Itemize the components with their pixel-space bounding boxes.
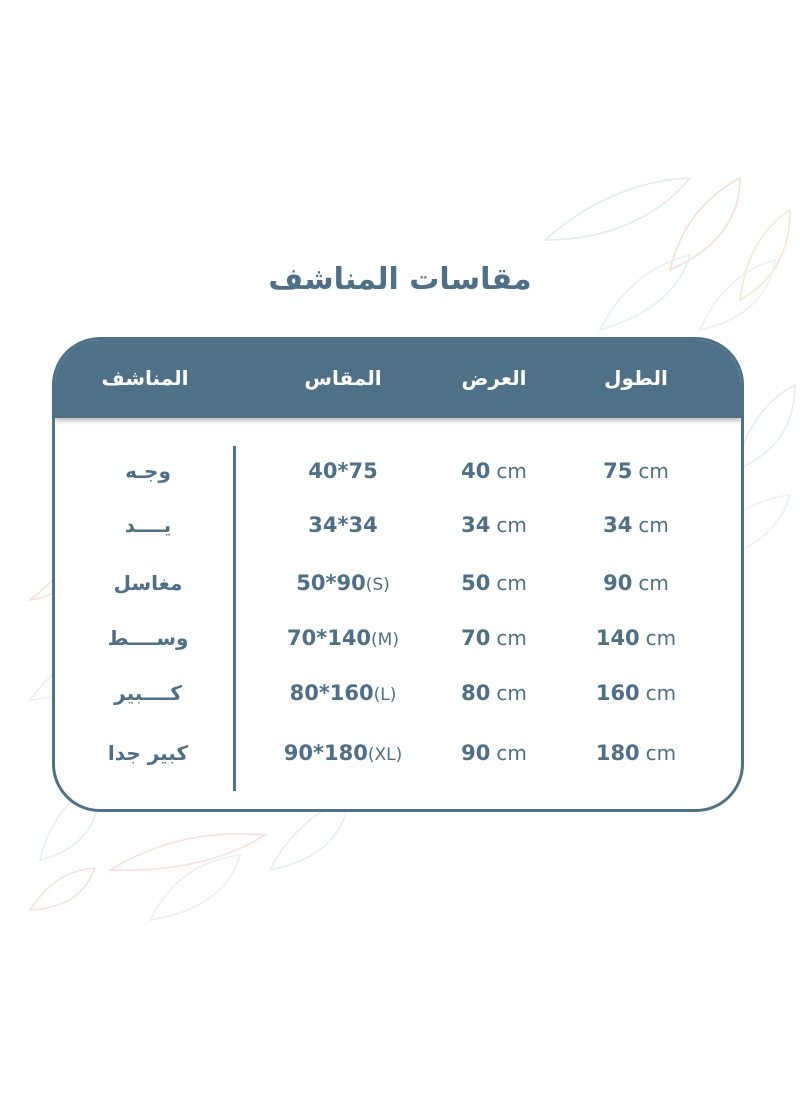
size-label: (XL) — [367, 745, 403, 765]
length-unit: cm — [645, 681, 677, 705]
size-table — [52, 337, 744, 812]
towel-name: مغاسل — [113, 571, 183, 595]
width-unit: cm — [496, 513, 527, 537]
width-cell — [409, 571, 579, 595]
width-unit: cm — [496, 459, 527, 483]
size-cell — [258, 626, 428, 650]
width-value: 34 — [461, 513, 491, 537]
width-unit: cm — [496, 626, 527, 650]
header-towels: المناشف — [101, 366, 189, 390]
size-label: (M) — [371, 630, 399, 650]
table-header — [55, 340, 741, 418]
width-cell — [409, 626, 579, 650]
width-cell — [409, 459, 579, 483]
header-size: المقاس — [304, 366, 382, 390]
size-value: 80*160 — [289, 681, 374, 705]
size-cell — [258, 513, 428, 537]
towel-name: وســــط — [107, 626, 189, 650]
header-width: العرض — [461, 366, 527, 390]
towel-name: كــــبير — [114, 681, 182, 705]
length-unit: cm — [645, 626, 677, 650]
width-value: 80 — [461, 681, 491, 705]
width-unit: cm — [496, 571, 527, 595]
length-value: 90 — [603, 571, 633, 595]
width-value: 90 — [461, 741, 491, 765]
width-unit: cm — [496, 741, 527, 765]
length-value: 140 — [595, 626, 640, 650]
length-unit: cm — [638, 571, 669, 595]
page-title: مقاسات المناشف — [268, 262, 532, 297]
length-unit: cm — [638, 513, 669, 537]
length-value: 75 — [603, 459, 633, 483]
length-value: 34 — [603, 513, 633, 537]
width-value: 70 — [461, 626, 491, 650]
size-value: 70*140 — [287, 626, 372, 650]
length-unit: cm — [638, 459, 669, 483]
width-unit: cm — [496, 681, 527, 705]
towel-name: كبير جدا — [107, 741, 189, 765]
size-cell — [258, 741, 428, 765]
size-value: 34*34 — [308, 513, 378, 537]
towel-name: وجـه — [125, 459, 171, 483]
size-value: 50*90 — [296, 571, 366, 595]
size-label: (S) — [365, 575, 390, 595]
towel-name: يــــد — [124, 513, 172, 537]
size-cell — [258, 459, 428, 483]
width-value: 40 — [461, 459, 491, 483]
width-value: 50 — [461, 571, 491, 595]
size-value: 90*180 — [283, 741, 368, 765]
length-unit: cm — [645, 741, 677, 765]
size-cell — [258, 571, 428, 595]
length-value: 180 — [595, 741, 640, 765]
header-length: الطول — [604, 366, 668, 390]
width-cell — [409, 741, 579, 765]
width-cell — [409, 681, 579, 705]
column-divider — [233, 446, 236, 791]
length-value: 160 — [595, 681, 640, 705]
size-cell — [258, 681, 428, 705]
size-value: 40*75 — [308, 459, 378, 483]
width-cell — [409, 513, 579, 537]
size-label: (L) — [373, 685, 397, 705]
